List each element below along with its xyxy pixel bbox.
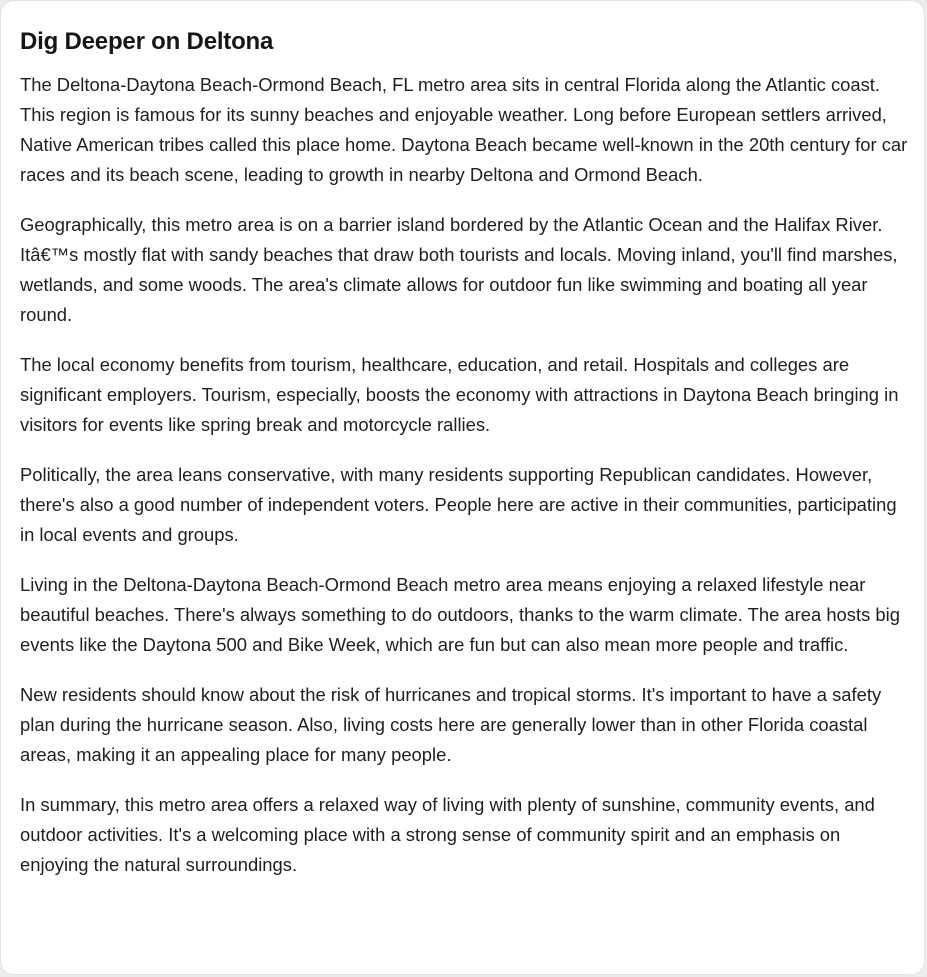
paragraph-new-residents: New residents should know about the risk of hurricanes and tropical storms. It's important to have a safety plan during the hurricane season. Also, living costs here are generally lower than in other Florida coastal areas, making it an appealing place for many people. — [20, 684, 882, 765]
paragraph-geography: Geographically, this metro area is on a barrier island bordered by the Atlantic Ocean and the Halifax River. Itâ€™s mostly flat with sandy beaches that draw both tourists and locals. Moving inland, you'll find marshes, wetlands, and some woods. The area's climate allows for outdoor fun like swimming and boating all year round. — [20, 214, 898, 325]
paragraph-lifestyle: Living in the Deltona-Daytona Beach-Ormond Beach metro area means enjoying a relaxed lifestyle near beautiful beaches. There's always something to do outdoors, thanks to the warm climate. The area hosts big events like the Daytona 500 and Bike Week, which are fun but can also mean more people and traffic. — [20, 574, 900, 655]
section-heading: Dig Deeper on Deltona — [20, 28, 274, 55]
paragraph-history: The Deltona-Daytona Beach-Ormond Beach, FL metro area sits in central Florida along the Atlantic coast. This region is famous for its sunny beaches and enjoyable weather. Long before European settlers arrived, Native American tribes called this place home. Daytona Beach became well-known in the 20th century for car races and its beach scene, leading to growth in nearby Deltona and Ormond Beach. — [20, 74, 908, 185]
paragraph-summary: In summary, this metro area offers a relaxed way of living with plenty of sunshine, community events, and outdoor activities. It's a welcoming place with a strong sense of community spirit and an emphasis on enjoying the natural surroundings. — [20, 794, 875, 875]
paragraph-economy: The local economy benefits from tourism, healthcare, education, and retail. Hospitals and colleges are significant employers. Tourism, especially, boosts the economy with attractions in Daytona Beach bringing in visitors for events like spring break and motorcycle rallies. — [20, 354, 899, 435]
article-body — [20, 70, 912, 880]
paragraph-politics: Politically, the area leans conservative, with many residents supporting Republican candidates. However, there's also a good number of independent voters. People here are active in their communities, participating in local events and groups. — [20, 464, 897, 545]
